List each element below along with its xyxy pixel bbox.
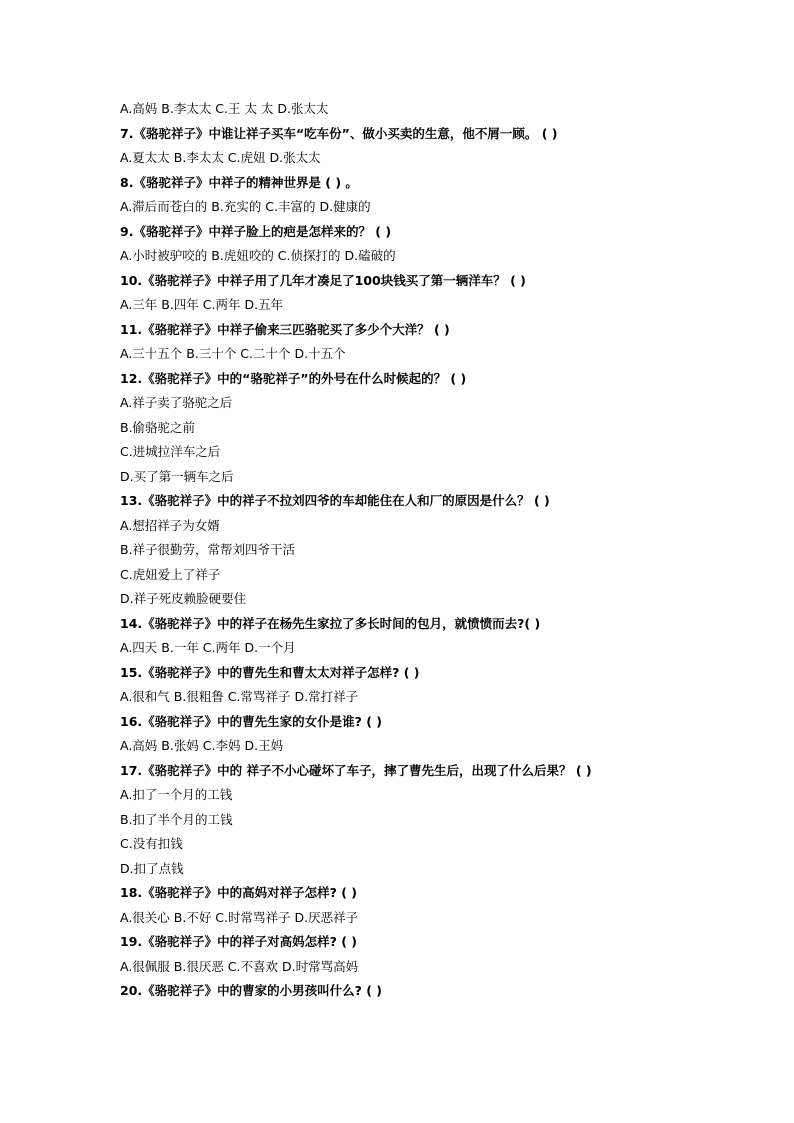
option-item: C.虎妞爱上了祥子 — [120, 566, 221, 582]
option-item: B.祥子很勤劳，常帮刘四爷干活 — [120, 542, 296, 557]
document-page — [120, 97, 680, 1004]
question-15: 15.《骆驼祥子》中的曹先生和曹太太对祥子怎样? ( ) — [120, 664, 420, 680]
question-17: 17.《骆驼祥子》中的 祥子不小心碰坏了车子，摔了曹先生后，出现了什么后果？ ( ) — [120, 762, 592, 778]
option-item: D.祥子死皮赖脸硬要住 — [120, 591, 247, 606]
question-16: 16.《骆驼祥子》中的曹先生家的女仆是谁? ( ) — [120, 713, 383, 729]
options-line: A.三年 B.四年 C.两年 D.五年 — [120, 297, 284, 312]
option-item: D.买了第一辆车之后 — [120, 468, 234, 484]
options-line: A.高妈 B.张妈 C.李妈 D.王妈 — [120, 738, 284, 753]
options-line: A.夏太太 B.李太太 C.虎妞 D.张太太 — [120, 150, 321, 165]
question-18: 18.《骆驼祥子》中的高妈对祥子怎样? ( ) — [120, 885, 358, 900]
question-20: 20.《骆驼祥子》中的曹家的小男孩叫什么? ( ) — [120, 983, 383, 998]
question-19: 19.《骆驼祥子》中的祥子对高妈怎样? ( ) — [120, 934, 358, 949]
question-12: 12.《骆驼祥子》中的“骆驼祥子”的外号在什么时候起的？ ( ) — [120, 370, 467, 386]
option-item: A.想招祥子为女婿 — [120, 517, 220, 533]
question-9: 9.《骆驼祥子》中祥子脸上的疤是怎样来的？ ( ) — [120, 223, 392, 239]
options-line: A.四天 B.一年 C.两年 D.一个月 — [120, 640, 296, 655]
question-8: 8.《骆驼祥子》中祥子的精神世界是 ( ) 。 — [120, 174, 358, 190]
option-item: C.没有扣钱 — [120, 836, 183, 851]
option-item: A.扣了一个月的工钱 — [120, 787, 233, 802]
option-item: B.偷骆驼之前 — [120, 419, 196, 435]
option-item: B.扣了半个月的工钱 — [120, 811, 233, 827]
options-line: A.很和气 B.很粗鲁 C.常骂祥子 D.常打祥子 — [120, 689, 359, 704]
question-14: 14.《骆驼祥子》中的祥子在杨先生家拉了多长时间的包月，就愤愤而去?( ) — [120, 615, 541, 631]
options-line: A.很佩服 B.很厌恶 C.不喜欢 D.时常骂高妈 — [120, 958, 359, 974]
options-line: A.三十五个 B.三十个 C.二十个 D.十五个 — [120, 346, 346, 361]
question-11: 11.《骆驼祥子》中祥子偷来三匹骆驼买了多少个大洋？ ( ) — [120, 321, 450, 337]
question-7: 7.《骆驼祥子》中谁让祥子买车“吃车份”、做小买卖的生意，他不屑一顾。 ( ) — [120, 125, 558, 141]
option-item: D.扣了点钱 — [120, 860, 184, 876]
option-item: C.进城拉洋车之后 — [120, 444, 221, 459]
options-line: A.滞后而苍白的 B.充实的 C.丰富的 D.健康的 — [120, 199, 371, 214]
option-item: A.祥子卖了骆驼之后 — [120, 395, 233, 410]
question-13: 13.《骆驼祥子》中的祥子不拉刘四爷的车却能住在人和厂的原因是什么？ ( ) — [120, 493, 550, 508]
options-line: A.很关心 B.不好 C.时常骂祥子 D.厌恶祥子 — [120, 909, 359, 925]
question-10: 10.《骆驼祥子》中祥子用了几年才凑足了100块钱买了第一辆洋车？ ( ) — [120, 272, 526, 288]
options-line: A.小时被驴咬的 B.虎妞咬的 C.侦探打的 D.磕破的 — [120, 248, 396, 263]
options-line: A.高妈 B.李太太 C.王 太 太 D.张太太 — [120, 101, 329, 116]
